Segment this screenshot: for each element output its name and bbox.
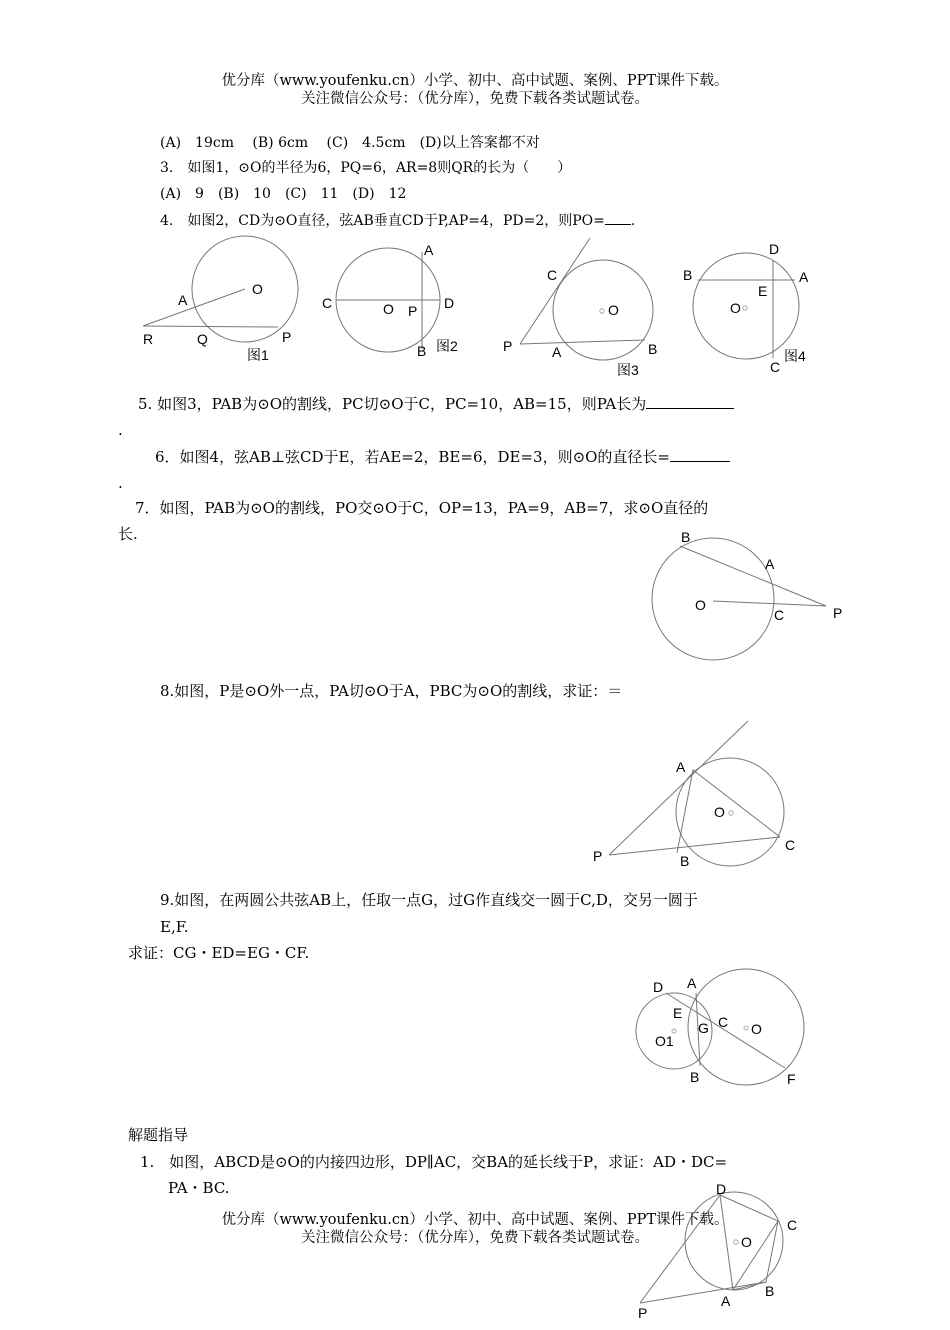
q9-center-o	[744, 1026, 748, 1030]
fig2-label-P: P	[408, 303, 418, 319]
q7-line-1: 7．如图，PAB为⊙O的割线，PO交⊙O于C，OP=13，PA=9，AB=7，求⊙O直径的	[135, 499, 709, 517]
fig3-tangent-pc	[520, 238, 590, 344]
fig2-label-A: A	[424, 242, 434, 258]
q4-question: 4. 如图2，CD为⊙O直径，弦AB垂直CD于P,AP=4，PD=2，则PO=	[160, 213, 605, 229]
fig3-label-B: B	[648, 341, 658, 357]
q7-label-O: O	[695, 597, 706, 613]
guide-p1-line-2: PA・BC.	[168, 1179, 230, 1197]
fig1-label-Q: Q	[197, 331, 208, 347]
q6-tail: .	[118, 474, 123, 492]
figure-2	[322, 242, 458, 359]
q8-label-A: A	[676, 759, 686, 775]
q8-label-P: P	[593, 848, 603, 864]
fig2-caption: 图2	[436, 338, 458, 354]
figure-guide-1	[0, 1180, 950, 1330]
q5-text	[138, 394, 734, 414]
fig1-label-O: O	[252, 281, 263, 297]
q8-label-C: C	[785, 837, 796, 853]
guide-label-C: C	[787, 1217, 798, 1233]
fig2-label-O: O	[383, 301, 394, 317]
guide-label-B: B	[765, 1283, 775, 1299]
q2-options: (A) 19cm (B) 6cm (C) 4.5cm (D)以上答案都不对	[160, 135, 540, 151]
figure-3	[503, 238, 657, 378]
fig2-label-D: D	[444, 295, 455, 311]
guide-label-O: O	[741, 1234, 752, 1250]
q7-line-po	[713, 601, 826, 606]
q7-label-C: C	[774, 607, 785, 623]
guide-title: 解题指导	[128, 1126, 189, 1144]
q9-label-O: O	[751, 1021, 762, 1037]
q6-question: 6．如图4，弦AB⊥弦CD于E，若AE=2，BE=6，DE=3，则⊙O的直径长=	[155, 448, 671, 466]
q8-label-O: O	[714, 804, 725, 820]
q4-text: 4. 如图2，CD为⊙O直径，弦AB垂直CD于P,AP=4，PD=2，则PO= .	[160, 210, 635, 231]
q9-line-2: E,F.	[160, 918, 189, 936]
q6-text	[155, 447, 730, 467]
q8-triangle-bac	[677, 770, 780, 853]
fig4-label-A: A	[799, 269, 809, 285]
q7-line-2: 长.	[118, 525, 138, 543]
q9-label-G: G	[698, 1020, 709, 1036]
fig3-label-C: C	[547, 267, 558, 283]
header-line-1: 优分库（www.youfenku.cn）小学、初中、高中试题、案例、PPT课件下载。	[221, 73, 729, 89]
fig1-label-P: P	[282, 329, 292, 345]
figure-1	[143, 236, 298, 363]
figure-4	[683, 241, 809, 375]
q9-line-1: 9.如图，在两圆公共弦AB上，任取一点G，过G作直线交一圆于C,D，交另一圆于	[160, 891, 698, 909]
q9-label-D: D	[653, 979, 664, 995]
q3-options: (A) 9 (B) 10 (C) 11 (D) 12	[160, 186, 407, 202]
fig4-center-dot	[743, 306, 747, 310]
fig1-label-A: A	[178, 292, 188, 308]
fig1-line-ra	[143, 289, 245, 326]
q7-label-B: B	[681, 529, 691, 545]
guide-label-P: P	[638, 1305, 648, 1321]
fig3-secant-pab	[520, 340, 645, 344]
figure-q8	[0, 715, 950, 875]
fig3-label-P: P	[503, 338, 513, 354]
q7-circle	[652, 538, 774, 660]
q8-tangent-pa	[609, 721, 748, 855]
q8-label-B: B	[680, 853, 690, 869]
footer-line-1: 优分库（www.youfenku.cn）小学、初中、高中试题、案例、PPT课件下载。	[221, 1212, 729, 1228]
fig4-label-B: B	[683, 267, 693, 283]
fig2-label-B: B	[417, 343, 427, 359]
q3-text: 3. 如图1，⊙O的半径为6，PQ=6，AR=8则QR的长为（ ）	[160, 160, 572, 176]
q5-question: 5. 如图3，PAB为⊙O的割线，PC切⊙O于C，PC=10，AB=15，则PA长为	[138, 395, 647, 413]
q7-label-A: A	[765, 556, 775, 572]
fig4-label-O: O	[730, 300, 741, 316]
q9-label-A: A	[687, 975, 697, 991]
fig3-label-A: A	[552, 344, 562, 360]
guide-p1-line-1: 1. 如图，ABCD是⊙O的内接四边形，DP∥AC，交BA的延长线于P，求证：AD・DC=	[140, 1153, 728, 1171]
fig4-label-D: D	[769, 241, 780, 257]
fig2-label-C: C	[322, 295, 333, 311]
q9-label-F: F	[787, 1071, 796, 1087]
q8-text: 8.如图，P是⊙O外一点，PA切⊙O于A，PBC为⊙O的割线，求证：＝	[160, 682, 623, 700]
fig3-center-dot	[600, 309, 604, 313]
q9-label-E: E	[673, 1005, 683, 1021]
q5-tail: .	[118, 421, 123, 439]
fig1-label-R: R	[143, 331, 154, 347]
figure-q7	[0, 520, 950, 670]
q9-proof: 求证：CG・ED=EG・CF.	[128, 944, 310, 962]
q6-answer-blank[interactable]	[670, 447, 730, 462]
q9-line-df	[666, 993, 785, 1068]
q7-label-P: P	[833, 605, 843, 621]
q9-label-O1: O1	[655, 1033, 674, 1049]
footer-line-2: 关注微信公众号：（优分库），免费下载各类试题试卷。	[301, 1230, 649, 1246]
figure-q9	[0, 965, 950, 1095]
figures-1-4	[0, 0, 950, 400]
guide-label-A: A	[721, 1293, 731, 1309]
header-line-2: 关注微信公众号：（优分库），免费下载各类试题试卷。	[301, 91, 649, 107]
fig3-label-O: O	[608, 302, 619, 318]
fig1-caption: 图1	[247, 347, 269, 363]
q9-label-B: B	[690, 1069, 700, 1085]
fig4-label-C: C	[770, 359, 781, 375]
guide-label-D: D	[716, 1181, 727, 1197]
q8-center-dot	[729, 811, 733, 815]
fig3-caption: 图3	[617, 362, 639, 378]
fig4-caption: 图4	[784, 348, 806, 364]
fig1-line-rp	[143, 326, 278, 327]
guide-line-pb	[640, 1282, 766, 1303]
q5-answer-blank[interactable]	[646, 394, 734, 409]
fig4-label-E: E	[758, 283, 768, 299]
q9-label-C: C	[718, 1014, 729, 1030]
